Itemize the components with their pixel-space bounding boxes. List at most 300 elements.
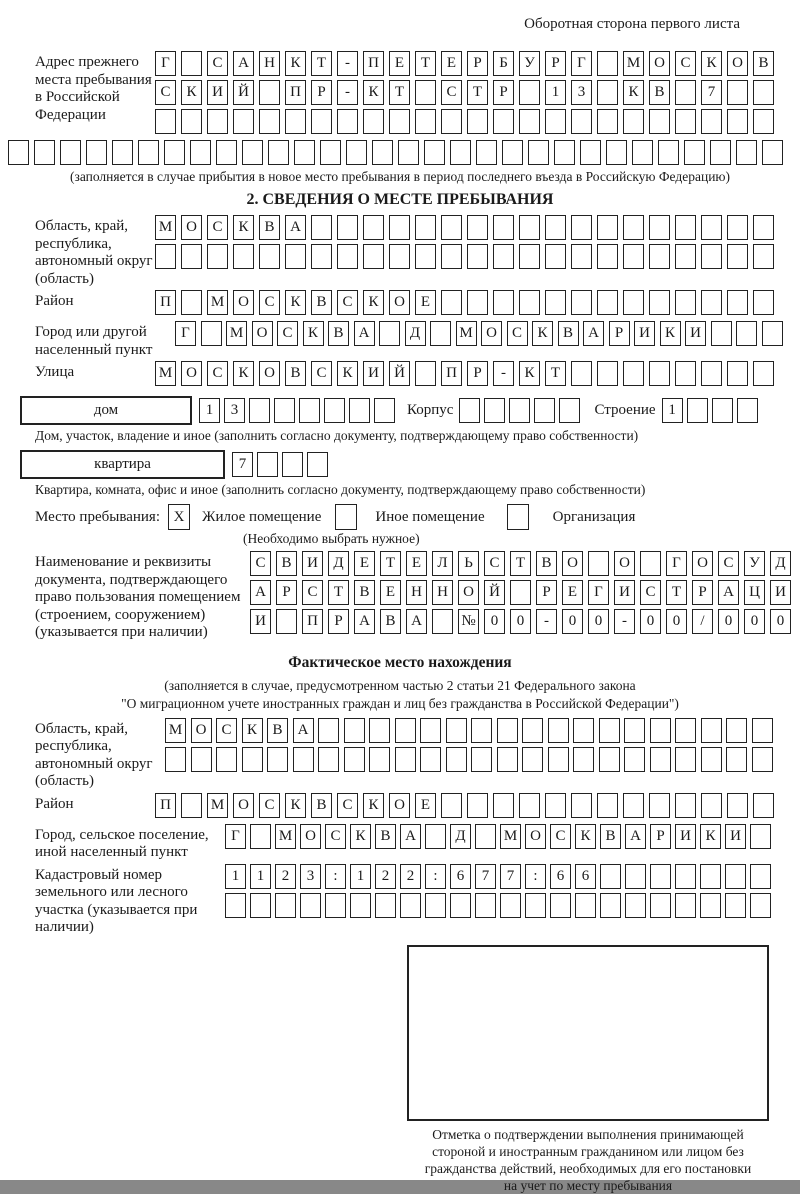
char-cell[interactable]: М: [155, 361, 176, 386]
char-cell[interactable]: М: [275, 824, 296, 849]
char-cell[interactable]: [372, 140, 393, 165]
char-cell[interactable]: [580, 140, 601, 165]
char-cell[interactable]: [337, 215, 358, 240]
char-cell[interactable]: [493, 244, 514, 269]
char-cell[interactable]: [650, 718, 671, 743]
char-cell[interactable]: [233, 109, 254, 134]
char-cell[interactable]: [225, 893, 246, 918]
char-cell[interactable]: [649, 215, 670, 240]
char-cell[interactable]: [597, 80, 618, 105]
char-cell[interactable]: Г: [175, 321, 196, 346]
char-cell[interactable]: О: [259, 361, 280, 386]
char-cell[interactable]: Н: [406, 580, 427, 605]
char-cell[interactable]: К: [285, 793, 306, 818]
char-cell[interactable]: [712, 398, 733, 423]
char-cell[interactable]: [233, 244, 254, 269]
char-cell[interactable]: 2: [275, 864, 296, 889]
char-cell[interactable]: В: [276, 551, 297, 576]
char-cell[interactable]: [510, 580, 531, 605]
char-cell[interactable]: [725, 864, 746, 889]
char-cell[interactable]: [379, 321, 400, 346]
char-cell[interactable]: [346, 140, 367, 165]
char-cell[interactable]: [554, 140, 575, 165]
char-cell[interactable]: [571, 361, 592, 386]
char-cell[interactable]: [632, 140, 653, 165]
char-cell[interactable]: А: [400, 824, 421, 849]
char-cell[interactable]: [350, 893, 371, 918]
char-cell[interactable]: [374, 398, 395, 423]
char-cell[interactable]: А: [354, 609, 375, 634]
char-cell[interactable]: Т: [415, 51, 436, 76]
char-cell[interactable]: [675, 361, 696, 386]
char-cell[interactable]: С: [325, 824, 346, 849]
char-cell[interactable]: С: [337, 290, 358, 315]
char-cell[interactable]: [467, 109, 488, 134]
char-cell[interactable]: [502, 140, 523, 165]
char-cell[interactable]: И: [302, 551, 323, 576]
char-cell[interactable]: С: [311, 361, 332, 386]
char-cell[interactable]: [522, 747, 543, 772]
char-cell[interactable]: :: [525, 864, 546, 889]
char-cell[interactable]: [493, 109, 514, 134]
char-cell[interactable]: [753, 361, 774, 386]
char-cell[interactable]: [155, 244, 176, 269]
char-cell[interactable]: [675, 864, 696, 889]
char-cell[interactable]: [519, 215, 540, 240]
char-cell[interactable]: Т: [389, 80, 410, 105]
char-cell[interactable]: С: [207, 51, 228, 76]
char-cell[interactable]: [441, 109, 462, 134]
char-cell[interactable]: [726, 747, 747, 772]
char-cell[interactable]: [519, 109, 540, 134]
char-cell[interactable]: [344, 747, 365, 772]
char-cell[interactable]: [493, 290, 514, 315]
char-cell[interactable]: Р: [493, 80, 514, 105]
char-cell[interactable]: [545, 290, 566, 315]
char-cell[interactable]: [522, 718, 543, 743]
char-cell[interactable]: А: [406, 609, 427, 634]
char-cell[interactable]: Г: [225, 824, 246, 849]
char-cell[interactable]: Е: [441, 51, 462, 76]
char-cell[interactable]: [624, 718, 645, 743]
char-cell[interactable]: [573, 747, 594, 772]
char-cell[interactable]: С: [507, 321, 528, 346]
char-cell[interactable]: [242, 140, 263, 165]
char-cell[interactable]: [640, 551, 661, 576]
char-cell[interactable]: [519, 793, 540, 818]
char-cell[interactable]: [325, 893, 346, 918]
char-cell[interactable]: [181, 109, 202, 134]
char-cell[interactable]: [415, 80, 436, 105]
char-cell[interactable]: [700, 864, 721, 889]
char-cell[interactable]: [318, 718, 339, 743]
char-cell[interactable]: [727, 80, 748, 105]
char-cell[interactable]: Г: [155, 51, 176, 76]
char-cell[interactable]: [415, 215, 436, 240]
char-cell[interactable]: [257, 452, 278, 477]
char-cell[interactable]: [650, 747, 671, 772]
char-cell[interactable]: [493, 215, 514, 240]
char-cell[interactable]: [293, 747, 314, 772]
char-cell[interactable]: О: [252, 321, 273, 346]
char-cell[interactable]: И: [770, 580, 791, 605]
char-cell[interactable]: 1: [199, 398, 220, 423]
char-cell[interactable]: И: [614, 580, 635, 605]
char-cell[interactable]: [701, 718, 722, 743]
char-cell[interactable]: 1: [545, 80, 566, 105]
char-cell[interactable]: [675, 793, 696, 818]
char-cell[interactable]: [675, 80, 696, 105]
char-cell[interactable]: [750, 864, 771, 889]
char-cell[interactable]: В: [600, 824, 621, 849]
char-cell[interactable]: [650, 893, 671, 918]
char-cell[interactable]: [519, 290, 540, 315]
char-cell[interactable]: [753, 793, 774, 818]
char-cell[interactable]: [727, 244, 748, 269]
char-cell[interactable]: [623, 290, 644, 315]
char-cell[interactable]: [753, 80, 774, 105]
char-cell[interactable]: У: [744, 551, 765, 576]
char-cell[interactable]: С: [484, 551, 505, 576]
char-cell[interactable]: [425, 893, 446, 918]
char-cell[interactable]: О: [525, 824, 546, 849]
char-cell[interactable]: [300, 893, 321, 918]
char-cell[interactable]: [285, 244, 306, 269]
char-cell[interactable]: [165, 747, 186, 772]
char-cell[interactable]: [623, 793, 644, 818]
char-cell[interactable]: [750, 893, 771, 918]
char-cell[interactable]: К: [337, 361, 358, 386]
char-cell[interactable]: К: [701, 51, 722, 76]
char-cell[interactable]: 7: [475, 864, 496, 889]
char-cell[interactable]: [164, 140, 185, 165]
char-cell[interactable]: К: [363, 80, 384, 105]
char-cell[interactable]: В: [267, 718, 288, 743]
char-cell[interactable]: Н: [432, 580, 453, 605]
char-cell[interactable]: 6: [575, 864, 596, 889]
char-cell[interactable]: [750, 824, 771, 849]
char-cell[interactable]: [675, 893, 696, 918]
char-cell[interactable]: [112, 140, 133, 165]
char-cell[interactable]: /: [692, 609, 713, 634]
char-cell[interactable]: [441, 290, 462, 315]
char-cell[interactable]: [737, 398, 758, 423]
char-cell[interactable]: К: [285, 51, 306, 76]
char-cell[interactable]: [484, 398, 505, 423]
char-cell[interactable]: [400, 893, 421, 918]
char-cell[interactable]: Р: [467, 51, 488, 76]
char-cell[interactable]: А: [354, 321, 375, 346]
char-cell[interactable]: А: [583, 321, 604, 346]
char-cell[interactable]: [155, 109, 176, 134]
char-cell[interactable]: 0: [666, 609, 687, 634]
char-cell[interactable]: С: [302, 580, 323, 605]
char-cell[interactable]: [285, 109, 306, 134]
char-cell[interactable]: [476, 140, 497, 165]
char-cell[interactable]: [415, 361, 436, 386]
char-cell[interactable]: [86, 140, 107, 165]
char-cell[interactable]: [752, 747, 773, 772]
char-cell[interactable]: И: [363, 361, 384, 386]
char-cell[interactable]: И: [675, 824, 696, 849]
char-cell[interactable]: [649, 244, 670, 269]
char-cell[interactable]: Е: [380, 580, 401, 605]
char-cell[interactable]: П: [363, 51, 384, 76]
char-cell[interactable]: [432, 609, 453, 634]
char-cell[interactable]: [324, 398, 345, 423]
char-cell[interactable]: [701, 290, 722, 315]
char-cell[interactable]: Г: [588, 580, 609, 605]
char-cell[interactable]: [571, 244, 592, 269]
char-cell[interactable]: [375, 893, 396, 918]
char-cell[interactable]: [311, 109, 332, 134]
char-cell[interactable]: [318, 747, 339, 772]
char-cell[interactable]: П: [285, 80, 306, 105]
char-cell[interactable]: [534, 398, 555, 423]
char-cell[interactable]: С: [259, 793, 280, 818]
char-cell[interactable]: [753, 109, 774, 134]
char-cell[interactable]: [701, 215, 722, 240]
char-cell[interactable]: К: [660, 321, 681, 346]
char-cell[interactable]: 2: [400, 864, 421, 889]
char-cell[interactable]: М: [165, 718, 186, 743]
char-cell[interactable]: С: [675, 51, 696, 76]
char-cell[interactable]: 0: [744, 609, 765, 634]
char-cell[interactable]: [701, 793, 722, 818]
char-cell[interactable]: У: [519, 51, 540, 76]
char-cell[interactable]: Р: [328, 609, 349, 634]
char-cell[interactable]: [509, 398, 530, 423]
char-cell[interactable]: [597, 290, 618, 315]
char-cell[interactable]: [528, 140, 549, 165]
char-cell[interactable]: [545, 793, 566, 818]
char-cell[interactable]: В: [375, 824, 396, 849]
char-cell[interactable]: [599, 718, 620, 743]
char-cell[interactable]: О: [389, 290, 410, 315]
char-cell[interactable]: 6: [550, 864, 571, 889]
char-cell[interactable]: Р: [467, 361, 488, 386]
char-cell[interactable]: 2: [375, 864, 396, 889]
char-cell[interactable]: В: [380, 609, 401, 634]
char-cell[interactable]: [571, 793, 592, 818]
char-cell[interactable]: [727, 109, 748, 134]
char-cell[interactable]: [497, 718, 518, 743]
char-cell[interactable]: [675, 718, 696, 743]
char-cell[interactable]: [389, 109, 410, 134]
checkbox-organization[interactable]: [507, 504, 529, 530]
char-cell[interactable]: [207, 244, 228, 269]
char-cell[interactable]: [684, 140, 705, 165]
char-cell[interactable]: [190, 140, 211, 165]
char-cell[interactable]: Л: [432, 551, 453, 576]
char-cell[interactable]: Д: [328, 551, 349, 576]
char-cell[interactable]: [497, 747, 518, 772]
char-cell[interactable]: [207, 109, 228, 134]
char-cell[interactable]: Р: [545, 51, 566, 76]
char-cell[interactable]: [762, 321, 783, 346]
char-cell[interactable]: [389, 244, 410, 269]
char-cell[interactable]: Е: [415, 290, 436, 315]
char-cell[interactable]: 3: [300, 864, 321, 889]
char-cell[interactable]: [623, 215, 644, 240]
char-cell[interactable]: 1: [662, 398, 683, 423]
char-cell[interactable]: К: [233, 361, 254, 386]
char-cell[interactable]: Й: [389, 361, 410, 386]
char-cell[interactable]: И: [250, 609, 271, 634]
char-cell[interactable]: С: [155, 80, 176, 105]
char-cell[interactable]: О: [389, 793, 410, 818]
char-cell[interactable]: В: [285, 361, 306, 386]
char-cell[interactable]: О: [233, 290, 254, 315]
char-cell[interactable]: М: [500, 824, 521, 849]
char-cell[interactable]: [275, 893, 296, 918]
char-cell[interactable]: [710, 140, 731, 165]
char-cell[interactable]: [597, 793, 618, 818]
char-cell[interactable]: [675, 747, 696, 772]
char-cell[interactable]: [736, 321, 757, 346]
char-cell[interactable]: Д: [405, 321, 426, 346]
char-cell[interactable]: В: [753, 51, 774, 76]
char-cell[interactable]: -: [337, 80, 358, 105]
char-cell[interactable]: Е: [389, 51, 410, 76]
char-cell[interactable]: [369, 747, 390, 772]
char-cell[interactable]: Ь: [458, 551, 479, 576]
char-cell[interactable]: [548, 718, 569, 743]
char-cell[interactable]: С: [550, 824, 571, 849]
char-cell[interactable]: [249, 398, 270, 423]
char-cell[interactable]: [344, 718, 365, 743]
char-cell[interactable]: [398, 140, 419, 165]
checkbox-other-premises[interactable]: [335, 504, 357, 530]
char-cell[interactable]: [752, 718, 773, 743]
char-cell[interactable]: [753, 290, 774, 315]
char-cell[interactable]: К: [363, 793, 384, 818]
char-cell[interactable]: [467, 290, 488, 315]
char-cell[interactable]: [181, 290, 202, 315]
char-cell[interactable]: Р: [609, 321, 630, 346]
char-cell[interactable]: Д: [450, 824, 471, 849]
char-cell[interactable]: С: [277, 321, 298, 346]
char-cell[interactable]: [307, 452, 328, 477]
char-cell[interactable]: -: [493, 361, 514, 386]
char-cell[interactable]: [753, 215, 774, 240]
char-cell[interactable]: [274, 398, 295, 423]
char-cell[interactable]: И: [685, 321, 706, 346]
char-cell[interactable]: А: [285, 215, 306, 240]
char-cell[interactable]: [575, 893, 596, 918]
char-cell[interactable]: [711, 321, 732, 346]
char-cell[interactable]: 0: [640, 609, 661, 634]
char-cell[interactable]: [250, 824, 271, 849]
char-cell[interactable]: 3: [224, 398, 245, 423]
char-cell[interactable]: П: [302, 609, 323, 634]
char-cell[interactable]: [181, 51, 202, 76]
char-cell[interactable]: [519, 80, 540, 105]
char-cell[interactable]: А: [718, 580, 739, 605]
char-cell[interactable]: М: [623, 51, 644, 76]
char-cell[interactable]: [181, 793, 202, 818]
char-cell[interactable]: [600, 864, 621, 889]
checkbox-residential[interactable]: X: [168, 504, 190, 530]
char-cell[interactable]: [459, 398, 480, 423]
char-cell[interactable]: [649, 109, 670, 134]
char-cell[interactable]: [597, 244, 618, 269]
char-cell[interactable]: К: [363, 290, 384, 315]
char-cell[interactable]: Е: [415, 793, 436, 818]
char-cell[interactable]: [559, 398, 580, 423]
char-cell[interactable]: [600, 893, 621, 918]
char-cell[interactable]: Е: [354, 551, 375, 576]
char-cell[interactable]: [650, 864, 671, 889]
char-cell[interactable]: [268, 140, 289, 165]
char-cell[interactable]: К: [519, 361, 540, 386]
char-cell[interactable]: [467, 215, 488, 240]
char-cell[interactable]: [294, 140, 315, 165]
char-cell[interactable]: [727, 215, 748, 240]
char-cell[interactable]: [571, 290, 592, 315]
char-cell[interactable]: 7: [500, 864, 521, 889]
char-cell[interactable]: [701, 747, 722, 772]
char-cell[interactable]: [597, 51, 618, 76]
char-cell[interactable]: [337, 109, 358, 134]
char-cell[interactable]: О: [727, 51, 748, 76]
char-cell[interactable]: С: [441, 80, 462, 105]
char-cell[interactable]: 0: [718, 609, 739, 634]
char-cell[interactable]: Б: [493, 51, 514, 76]
char-cell[interactable]: С: [337, 793, 358, 818]
char-cell[interactable]: А: [250, 580, 271, 605]
char-cell[interactable]: [762, 140, 783, 165]
char-cell[interactable]: [725, 893, 746, 918]
char-cell[interactable]: К: [242, 718, 263, 743]
char-cell[interactable]: [471, 718, 492, 743]
char-cell[interactable]: Г: [571, 51, 592, 76]
char-cell[interactable]: [623, 361, 644, 386]
char-cell[interactable]: К: [532, 321, 553, 346]
char-cell[interactable]: [726, 718, 747, 743]
char-cell[interactable]: О: [181, 215, 202, 240]
char-cell[interactable]: [727, 361, 748, 386]
char-cell[interactable]: [441, 244, 462, 269]
char-cell[interactable]: [675, 109, 696, 134]
char-cell[interactable]: О: [191, 718, 212, 743]
char-cell[interactable]: [599, 747, 620, 772]
char-cell[interactable]: [424, 140, 445, 165]
char-cell[interactable]: [250, 893, 271, 918]
char-cell[interactable]: М: [155, 215, 176, 240]
char-cell[interactable]: Е: [562, 580, 583, 605]
char-cell[interactable]: [34, 140, 55, 165]
char-cell[interactable]: К: [350, 824, 371, 849]
char-cell[interactable]: [201, 321, 222, 346]
char-cell[interactable]: [259, 244, 280, 269]
char-cell[interactable]: [658, 140, 679, 165]
char-cell[interactable]: В: [649, 80, 670, 105]
char-cell[interactable]: [753, 244, 774, 269]
char-cell[interactable]: [623, 244, 644, 269]
char-cell[interactable]: Ц: [744, 580, 765, 605]
char-cell[interactable]: Р: [311, 80, 332, 105]
char-cell[interactable]: Н: [259, 51, 280, 76]
char-cell[interactable]: [500, 893, 521, 918]
char-cell[interactable]: К: [285, 290, 306, 315]
char-cell[interactable]: [475, 893, 496, 918]
char-cell[interactable]: К: [303, 321, 324, 346]
char-cell[interactable]: В: [558, 321, 579, 346]
char-cell[interactable]: [450, 893, 471, 918]
char-cell[interactable]: [525, 893, 546, 918]
char-cell[interactable]: О: [233, 793, 254, 818]
